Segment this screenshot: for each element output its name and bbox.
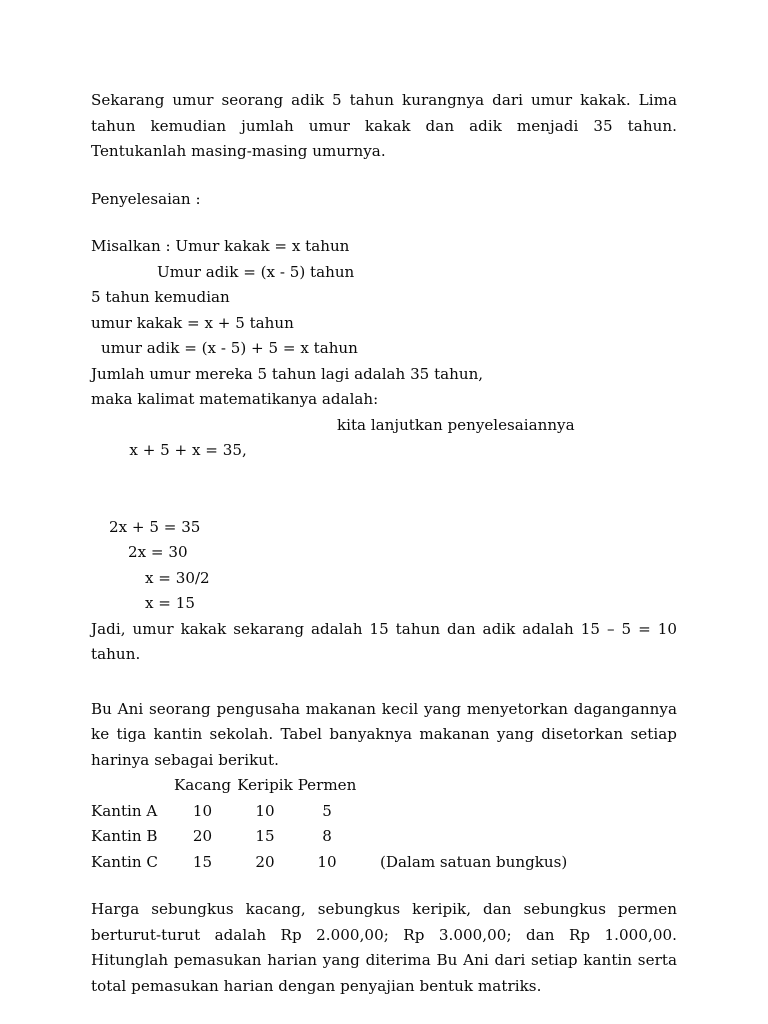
setup-line-umur-adik-plus5: umur adik = (x - 5) + 5 = x tahun xyxy=(101,339,358,357)
row-label-kantin-c: Kantin C xyxy=(91,852,158,871)
setup-line-lima-tahun-kemudian: 5 tahun kemudian xyxy=(91,288,230,306)
problem2-question: Harga sebungkus kacang, sebungkus keripik, dan sebungkus permen berturut-turut adalah Rp 2.000,00; Rp 3.000,00; dan Rp 1.000,00. Hitunglah pemasukan harian yang diterima Bu Ani dari setiap kantin serta total pemasukan harian dengan penyajian bentuk matriks. xyxy=(91,900,677,995)
cell-c-permen: 10 xyxy=(317,852,337,871)
cell-c-keripik: 20 xyxy=(255,852,275,871)
cell-a-permen: 5 xyxy=(322,801,332,820)
cell-b-kacang: 20 xyxy=(192,827,213,845)
table-header-kacang: Kacang xyxy=(173,776,232,794)
spacer xyxy=(91,668,677,697)
problem2-statement: Bu Ani seorang pengusaha makanan kecil yang menyetorkan dagangannya ke tiga kantin sekolah. Tabel banyaknya makanan yang disetorkan setiap harinya sebagai berikut. xyxy=(91,699,677,769)
table-header-row xyxy=(91,773,567,799)
document-body xyxy=(91,88,677,999)
spacer xyxy=(91,875,677,897)
problem1-conclusion: Jadi, umur kakak sekarang adalah 15 tahun dan adik adalah 15 – 5 = 10 tahun. xyxy=(91,619,677,663)
table-row xyxy=(91,824,567,850)
table-header-corner xyxy=(91,773,171,799)
equation-steps xyxy=(91,413,677,617)
row-label-kantin-a: Kantin A xyxy=(91,801,158,820)
cell-b-keripik: 15 xyxy=(255,827,275,845)
equation-step-2: 2x + 5 = 35 xyxy=(109,517,201,536)
row-label-kantin-b: Kantin B xyxy=(91,827,158,845)
table-body xyxy=(91,799,567,876)
table-header-note-spacer xyxy=(358,773,567,799)
equation-step-1-text: x + 5 + x = 35, xyxy=(129,441,247,459)
cell-a-kacang: 10 xyxy=(192,801,213,820)
cell-a-keripik: 10 xyxy=(255,801,275,820)
setup-line-jumlah-umur: Jumlah umur mereka 5 tahun lagi adalah 35 tahun, xyxy=(91,364,484,383)
spacer xyxy=(91,165,677,187)
equation-step-1 xyxy=(91,413,677,515)
table-header xyxy=(91,773,567,799)
equation-side-note: kita lanjutkan penyelesaiannya xyxy=(337,415,575,434)
cell-c-kacang: 15 xyxy=(192,852,213,871)
equation-step-3: 2x = 30 xyxy=(128,543,188,561)
equation-step-5: x = 15 xyxy=(145,594,195,612)
setup-line-umur-kakak-plus5: umur kakak = x + 5 tahun xyxy=(91,313,294,332)
table-header-keripik: Keripik xyxy=(237,776,293,794)
canteen-data-table xyxy=(91,773,567,875)
row-a-note xyxy=(358,799,567,825)
cell-b-permen: 8 xyxy=(322,827,332,845)
spacer xyxy=(91,212,677,234)
equation-step-4: x = 30/2 xyxy=(145,568,210,587)
setup-line-misalkan: Misalkan : Umur kakak = x tahun xyxy=(91,237,350,255)
problem1-statement: Sekarang umur seorang adik 5 tahun kurangnya dari umur kakak. Lima tahun kemudian jumlah umur kakak dan adik menjadi 35 tahun. Tentukanlah masing-masing umurnya. xyxy=(91,91,677,160)
table-row xyxy=(91,799,567,825)
table-header-permen: Permen xyxy=(297,776,357,794)
table-row xyxy=(91,850,567,876)
setup-line-kalimat-matematika: maka kalimat matematikanya adalah: xyxy=(91,390,379,408)
setup-line-umur-adik: Umur adik = (x - 5) tahun xyxy=(157,262,355,281)
solution-heading: Penyelesaian : xyxy=(91,189,201,208)
table-unit-note: (Dalam satuan bungkus) xyxy=(380,852,568,871)
row-b-note xyxy=(358,824,567,850)
